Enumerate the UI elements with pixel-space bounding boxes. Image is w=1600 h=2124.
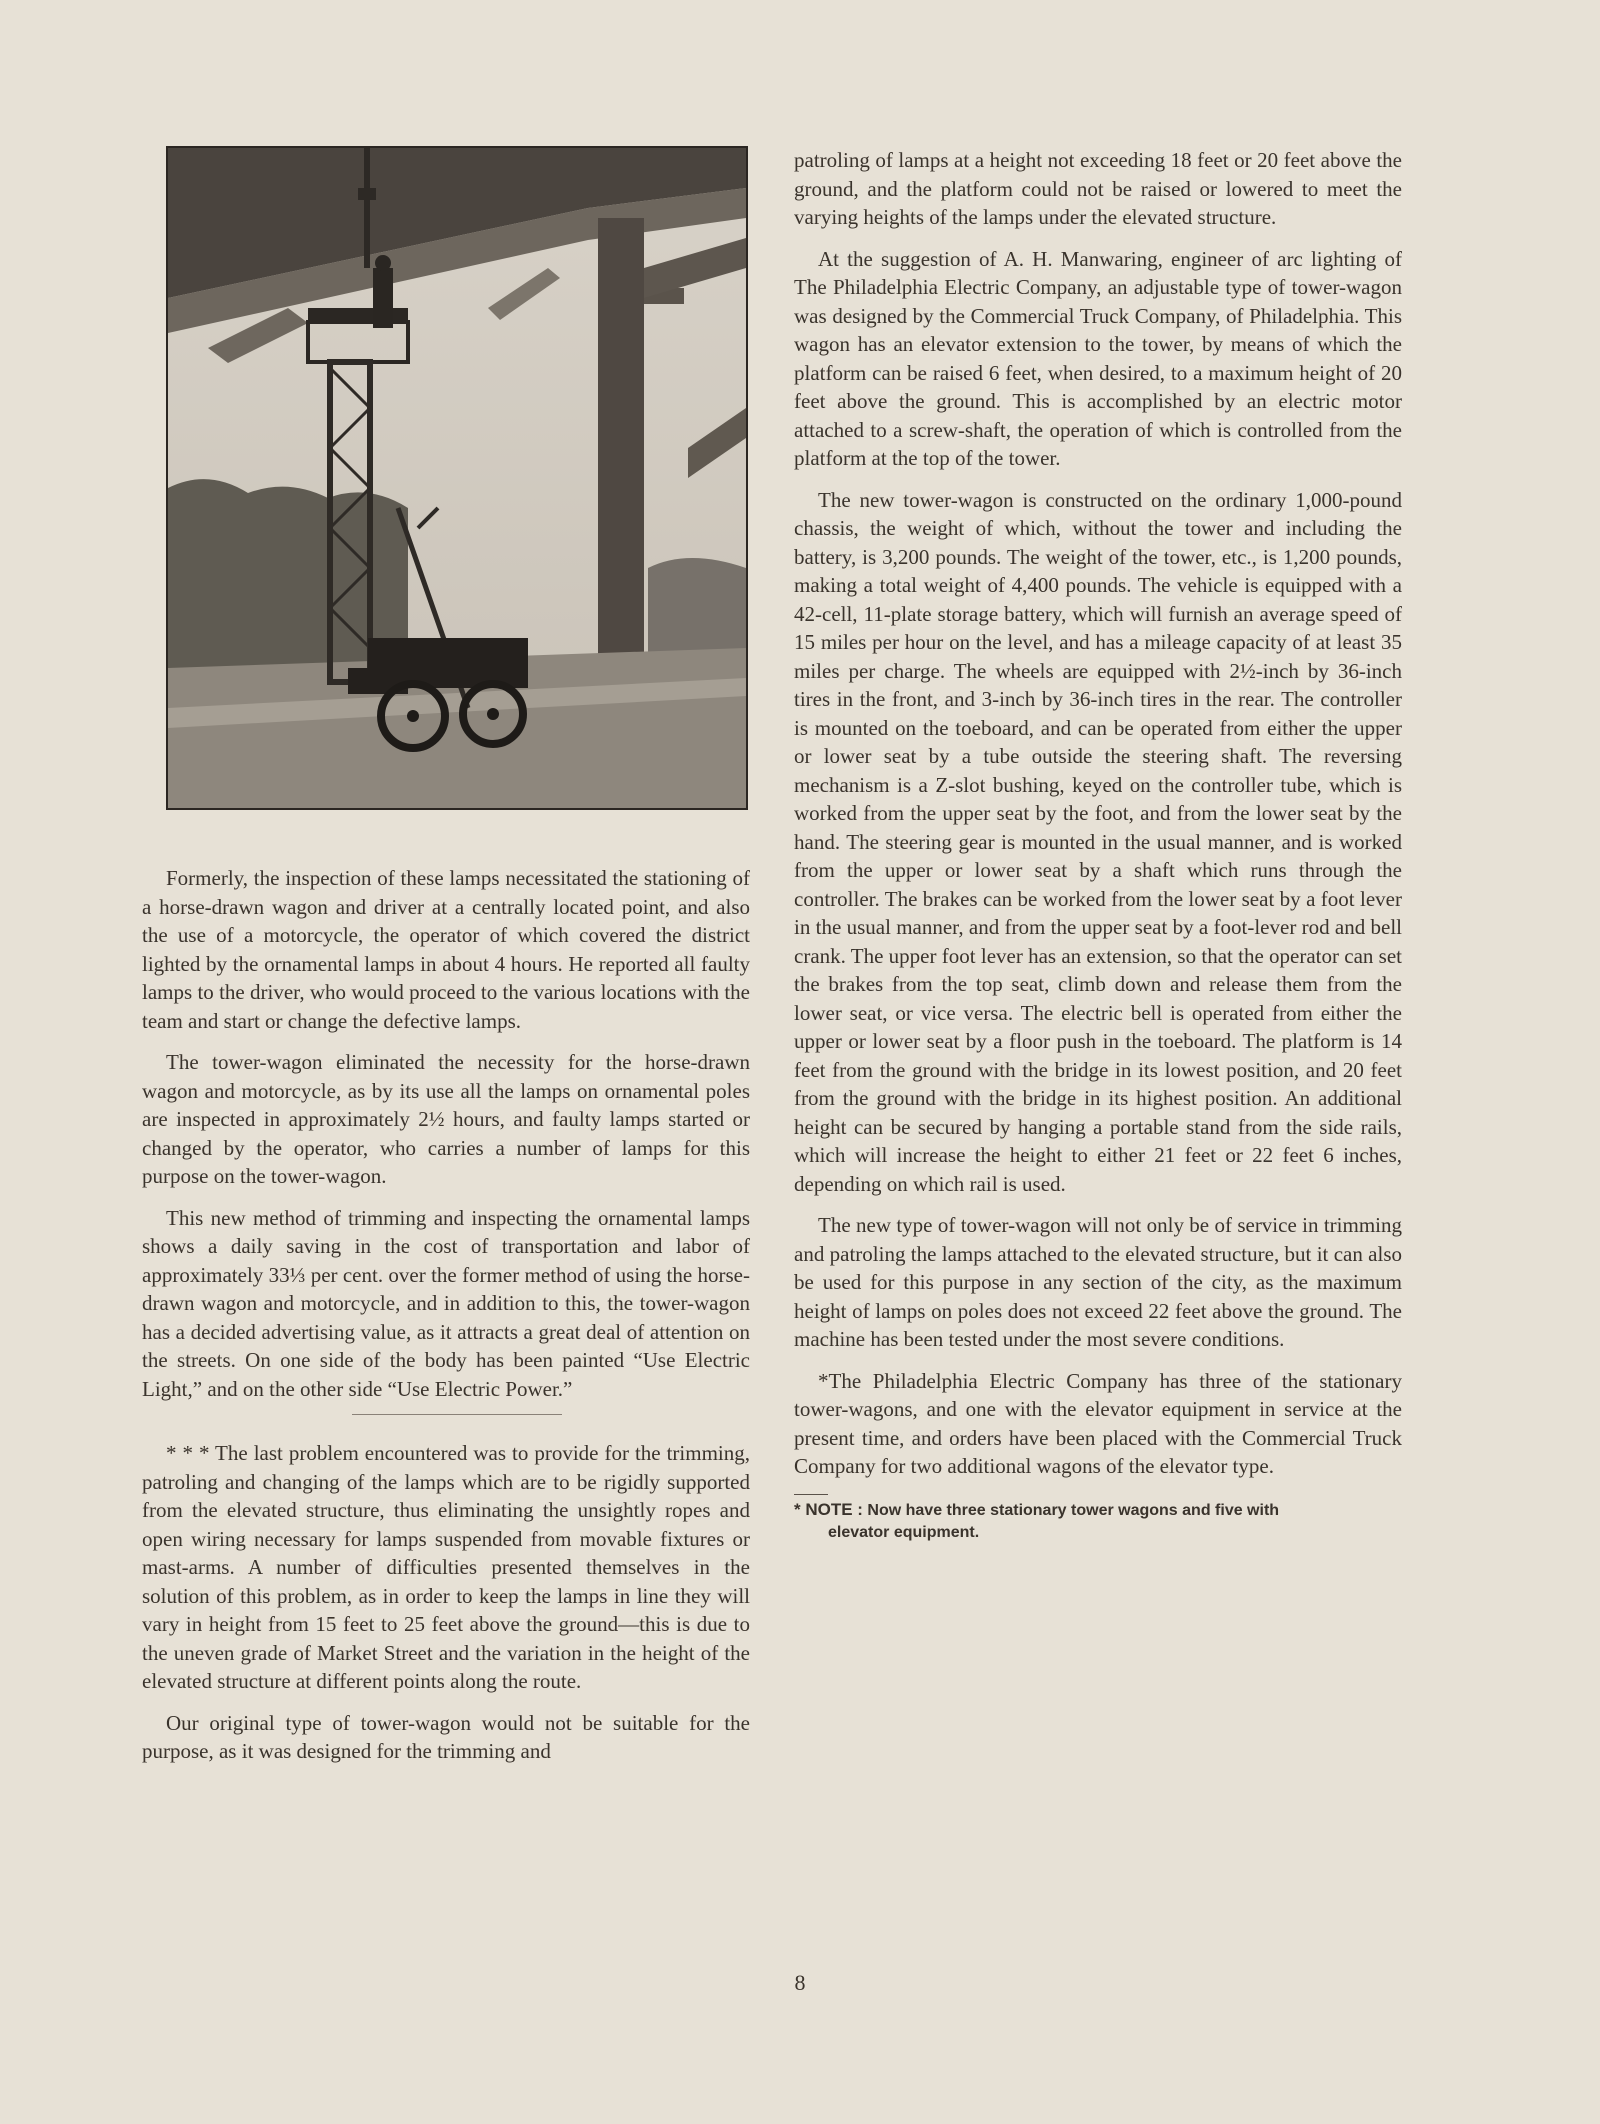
left-column (142, 146, 750, 1779)
footnote-text: Now have three stationary tower wagons and five with (867, 1501, 1280, 1519)
footnote-text-continued: elevator equipment. (828, 1523, 980, 1541)
paragraph: The new type of tower-wagon will not only be of service in trimming and patroling the lamps attached to the elevated structure, but it can also be used for this purpose in any section of the city, as the maximum height of lamps on poles does not exceed 22 feet above the ground. The machine has been tested under the most severe conditions. (794, 1213, 1402, 1351)
paragraph: This new method of trimming and inspecting the ornamental lamps shows a daily saving in the cost of transportation and labor of approximately 33⅓ per cent. over the former method of using the horse-drawn wagon and motorcycle, and in addition to this, the tower-wagon has a decided advertising value, as it attracts a great deal of attention on the streets. On one side of the body has been painted “Use Electric Light,” and on the other side “Use Electric Power.” (142, 1205, 750, 1401)
tower-wagon-photo (166, 146, 748, 810)
paragraph: patroling of lamps at a height not exceeding 18 feet or 20 feet above the ground, and the platform could not be raised or lowered to meet the varying heights of the lamps under the elevated structure. (794, 148, 1402, 229)
photo-image (168, 148, 746, 808)
section-divider (352, 1414, 562, 1415)
paragraph: Formerly, the inspection of these lamps necessitated the stationing of a horse-drawn wagon and driver at a centrally located point, and also the use of a motorcycle, the operator of which covered the district lighted by the ornamental lamps in about 4 hours. He reported all faulty lamps to the driver, who would proceed to the various locations with the team and start or change the defective lamps. (142, 866, 750, 1033)
right-column (794, 146, 1402, 1544)
paragraph: The new tower-wagon is constructed on the ordinary 1,000-pound chassis, the weight of which, without the tower and including the battery, is 3,200 pounds. The weight of the tower, etc., is 1,200 pounds, making a total weight of 4,400 pounds. The vehicle is equipped with a 42-cell, 11-plate storage battery, which will furnish an average speed of 15 miles per hour on the level, and has a mileage capacity of at least 35 miles per charge. The wheels are equipped with 2½-inch by 36-inch tires in the front, and 3-inch by 36-inch tires in the rear. The controller is mounted on the toeboard, and can be operated from either the upper or lower seat by a tube outside the steering shaft. The reversing mechanism is a Z-slot bushing, keyed on the controller tube, which is worked from the upper seat by the foot, and from the lower seat by the hand. The steering gear is mounted in the usual manner, and is worked from the upper or lower seat by a shaft which runs through the controller. The brakes can be worked from the lower seat by a foot lever in the usual manner, and from the upper seat by a foot-lever rod and bell crank. The upper foot lever has an extension, so that the operator can set the brakes from the top seat, climb down and release them from the lower seat, or vice versa. The electric bell is operated from either the upper or lower seat by a floor push in the toeboard. The platform is 14 feet from the ground with the bridge in its lowest position, and 20 feet from the ground with the bridge in its highest position. An additional height can be secured by hanging a portable stand from the side rails, which will increase the height to either 21 feet or 22 feet 6 inches, depending on which rail is used. (794, 487, 1402, 1196)
paragraph: *The Philadelphia Electric Company has three of the stationary tower-wagons, and one with the elevator equipment in service at the present time, and orders have been placed with the Commercial Truck Company for two additional wagons of the elevator type. (794, 1368, 1402, 1478)
footnote (794, 1494, 1402, 1544)
footnote-lead: * NOTE : (794, 1499, 863, 1519)
paragraph: Our original type of tower-wagon would not be suitable for the purpose, as it was designed for the trimming and (142, 1710, 750, 1763)
paragraph: At the suggestion of A. H. Manwaring, engineer of arc lighting of The Philadelphia Electric Company, an adjustable type of tower-wagon was designed by the Commercial Truck Company, of Philadelphia. This wagon has an elevator extension to the tower, by means of which the platform can be raised 6 feet, when desired, to a maximum height of 20 feet above the ground. This is accomplished by an electric motor attached to a screw-shaft, the operation of which is controlled from the platform at the top of the tower. (794, 246, 1402, 470)
paragraph: The tower-wagon eliminated the necessity for the horse-drawn wagon and motorcycle, as by its use all the lamps on ornamental poles are inspected in approximately 2½ hours, and faulty lamps started or changed by the operator, who carries a number of lamps for this purpose on the tower-wagon. (142, 1050, 750, 1188)
footnote-rule (794, 1494, 828, 1495)
page-number: 8 (794, 1970, 806, 1995)
paragraph: * * * The last problem encountered was to provide for the trimming, patroling and changing of the lamps which are to be rigidly supported from the elevated structure, thus eliminating the unsightly ropes and open wiring necessary for lamps suspended from movable fixtures or mast-arms. A number of difficulties presented themselves in the solution of this problem, as in order to keep the lamps in line they will vary in height from 15 feet to 25 feet above the ground—this is due to the uneven grade of Market Street and the variation in the height of the elevated structure at different points along the route. (142, 1441, 750, 1693)
